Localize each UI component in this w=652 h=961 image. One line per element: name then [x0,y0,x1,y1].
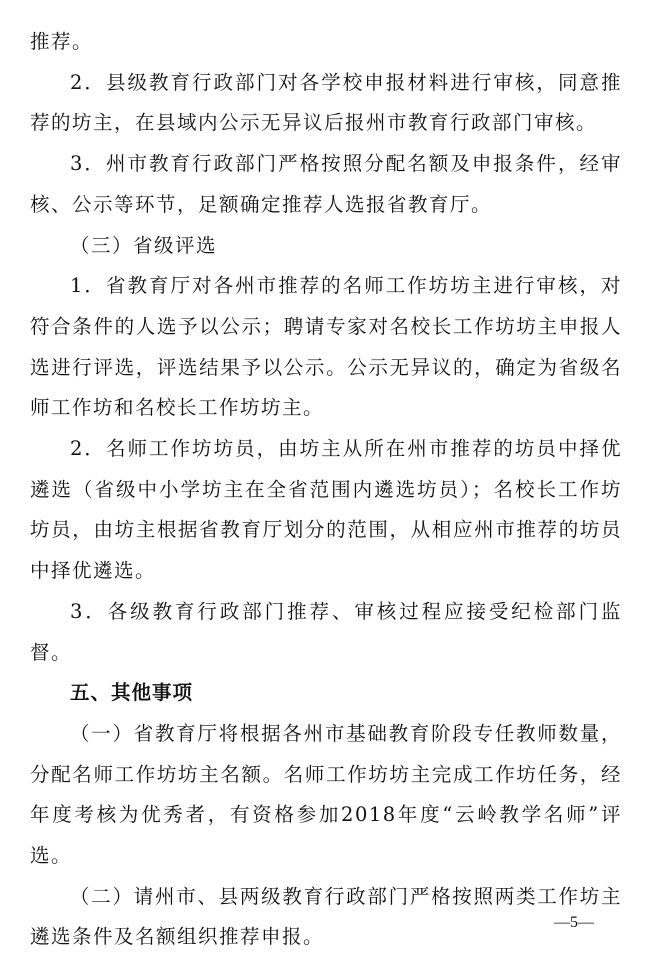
page-number: —5— [554,914,594,931]
section-heading-provincial-selection: （三）省级评选 [70,233,218,257]
paragraph-provincial-review: 1．省教育厅对各州市推荐的名师工作坊坊主进行审核，对符合条件的人选予以公示；聘请专家对名校长工作坊坊主申报人选进行评选，评选结果予以公示。公示无异议的，确定为省级名师工作坊和名校长工作坊坊主。 [30,274,622,420]
paragraph-continuation: 推荐。 [30,30,94,53]
section-heading-other-matters: 五、其他事项 [70,681,194,705]
paragraph-supervision: 3．各级教育行政部门推荐、审核过程应接受纪检部门监督。 [30,599,622,664]
paragraph-quota-allocation: （一）省教育厅将根据各州市基础教育阶段专任教师数量，分配名师工作坊坊主名额。名师工作坊坊主完成工作坊任务，经年度考核为优秀者，有资格参加2018年度“云岭教学名师”评选。 [30,721,622,868]
paragraph-city-review: 3．州市教育行政部门严格按照分配名额及申报条件，经审核、公示等环节，足额确定推荐人选报省教育厅。 [30,152,622,216]
paragraph-recommendation-request: （二）请州市、县两级教育行政部门严格按照两类工作坊主遴选条件及名额组织推荐申报。 [30,884,622,949]
paragraph-county-review: 2．县级教育行政部门对各学校申报材料进行审核，同意推荐的坊主，在县域内公示无异议后报州市教育行政部门审核。 [30,70,622,135]
paragraph-member-selection: 2．名师工作坊坊员，由坊主从所在州市推荐的坊员中择优遴选（省级中小学坊主在全省范围内遴选坊员）；名校长工作坊坊员，由坊主根据省教育厅划分的范围，从相应州市推荐的坊员中择优遴选。 [30,437,622,583]
